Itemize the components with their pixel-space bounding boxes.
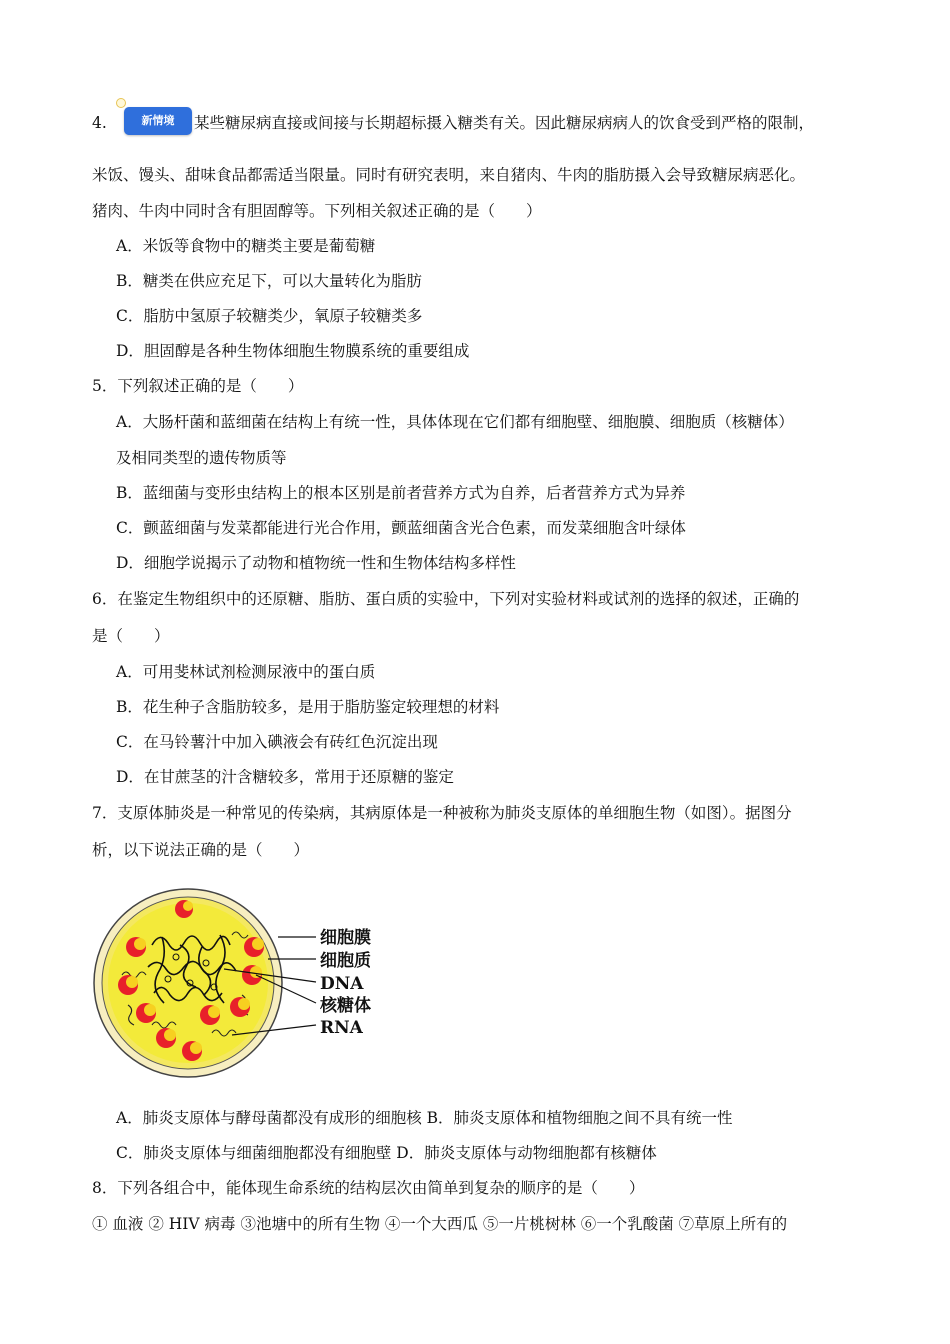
q5-option-d: D．细胞学说揭示了动物和植物统一性和生物体结构多样性	[116, 554, 516, 572]
q5-stem: 5．下列叙述正确的是（ ）	[92, 377, 304, 395]
label-dna: DNA	[320, 974, 364, 994]
q4-stem-line1: 某些糖尿病直接或间接与长期超标摄入糖类有关。因此糖尿病病人的饮食受到严格的限制，	[194, 114, 815, 132]
q4-option-b: B．糖类在供应充足下，可以大量转化为脂肪	[116, 272, 422, 290]
label-ribosome: 核糖体	[320, 996, 371, 1016]
q7-options-cd: C．肺炎支原体与细菌细胞都没有细胞壁 D．肺炎支原体与动物细胞都有核糖体	[116, 1144, 657, 1162]
q5-option-b: B．蓝细菌与变形虫结构上的根本区别是前者营养方式为自养，后者营养方式为异养	[116, 484, 686, 502]
q4-stem-line2: 米饭、馒头、甜味食品都需适当限量。同时有研究表明，来自猪肉、牛肉的脂肪摄入会导致糖尿病恶化。	[92, 166, 806, 184]
q4-option-a: A．米饭等食物中的糖类主要是葡萄糖	[116, 237, 376, 255]
q4-option-c: C．脂肪中氢原子较糖类少，氧原子较糖类多	[116, 307, 423, 325]
label-cell-membrane: 细胞膜	[320, 928, 371, 948]
q4-option-d: D．胆固醇是各种生物体细胞生物膜系统的重要组成	[116, 342, 470, 360]
q4-number: 4.	[92, 114, 107, 132]
q7-options-ab: A．肺炎支原体与酵母菌都没有成形的细胞核 B．肺炎支原体和植物细胞之间不具有统一性	[116, 1109, 733, 1127]
new-context-badge: 新情境	[124, 107, 192, 135]
label-rna: RNA	[320, 1018, 363, 1038]
q6-option-a: A．可用斐林试剂检测尿液中的蛋白质	[116, 663, 376, 681]
q4-stem-line3: 猪肉、牛肉中同时含有胆固醇等。下列相关叙述正确的是（ ）	[92, 202, 542, 220]
q8-items: ① 血液 ② HIV 病毒 ③池塘中的所有生物 ④一个大西瓜 ⑤一片桃树林 ⑥一个乳酸菌 ⑦草原上所有的	[92, 1215, 788, 1233]
q6-option-c: C．在马铃薯汁中加入碘液会有砖红色沉淀出现	[116, 733, 438, 751]
q5-option-c: C．颤蓝细菌与发菜都能进行光合作用，颤蓝细菌含光合色素，而发菜细胞含叶绿体	[116, 519, 686, 537]
badge-decoration-icon	[116, 98, 126, 108]
q6-stem-line2: 是（ ）	[92, 627, 170, 645]
mycoplasma-diagram	[92, 875, 392, 1090]
q7-stem-line1: 7．支原体肺炎是一种常见的传染病，其病原体是一种被称为肺炎支原体的单细胞生物（如图）。据图分	[92, 804, 792, 822]
q7-stem-line2: 析，以下说法正确的是（ ）	[92, 841, 310, 859]
q6-option-b: B．花生种子含脂肪较多，是用于脂肪鉴定较理想的材料	[116, 698, 500, 716]
q6-stem-line1: 6．在鉴定生物组织中的还原糖、脂肪、蛋白质的实验中，下列对实验材料或试剂的选择的叙述，正确的	[92, 590, 800, 608]
q5-option-a-line2: 及相同类型的遗传物质等	[116, 449, 287, 467]
q5-option-a-line1: A．大肠杆菌和蓝细菌在结构上有统一性，具体体现在它们都有细胞壁、细胞膜、细胞质（核糖体）	[116, 413, 794, 431]
label-cytoplasm: 细胞质	[320, 951, 371, 971]
q6-option-d: D．在甘蔗茎的汁含糖较多，常用于还原糖的鉴定	[116, 768, 454, 786]
q8-stem: 8．下列各组合中，能体现生命系统的结构层次由简单到复杂的顺序的是（ ）	[92, 1179, 645, 1197]
